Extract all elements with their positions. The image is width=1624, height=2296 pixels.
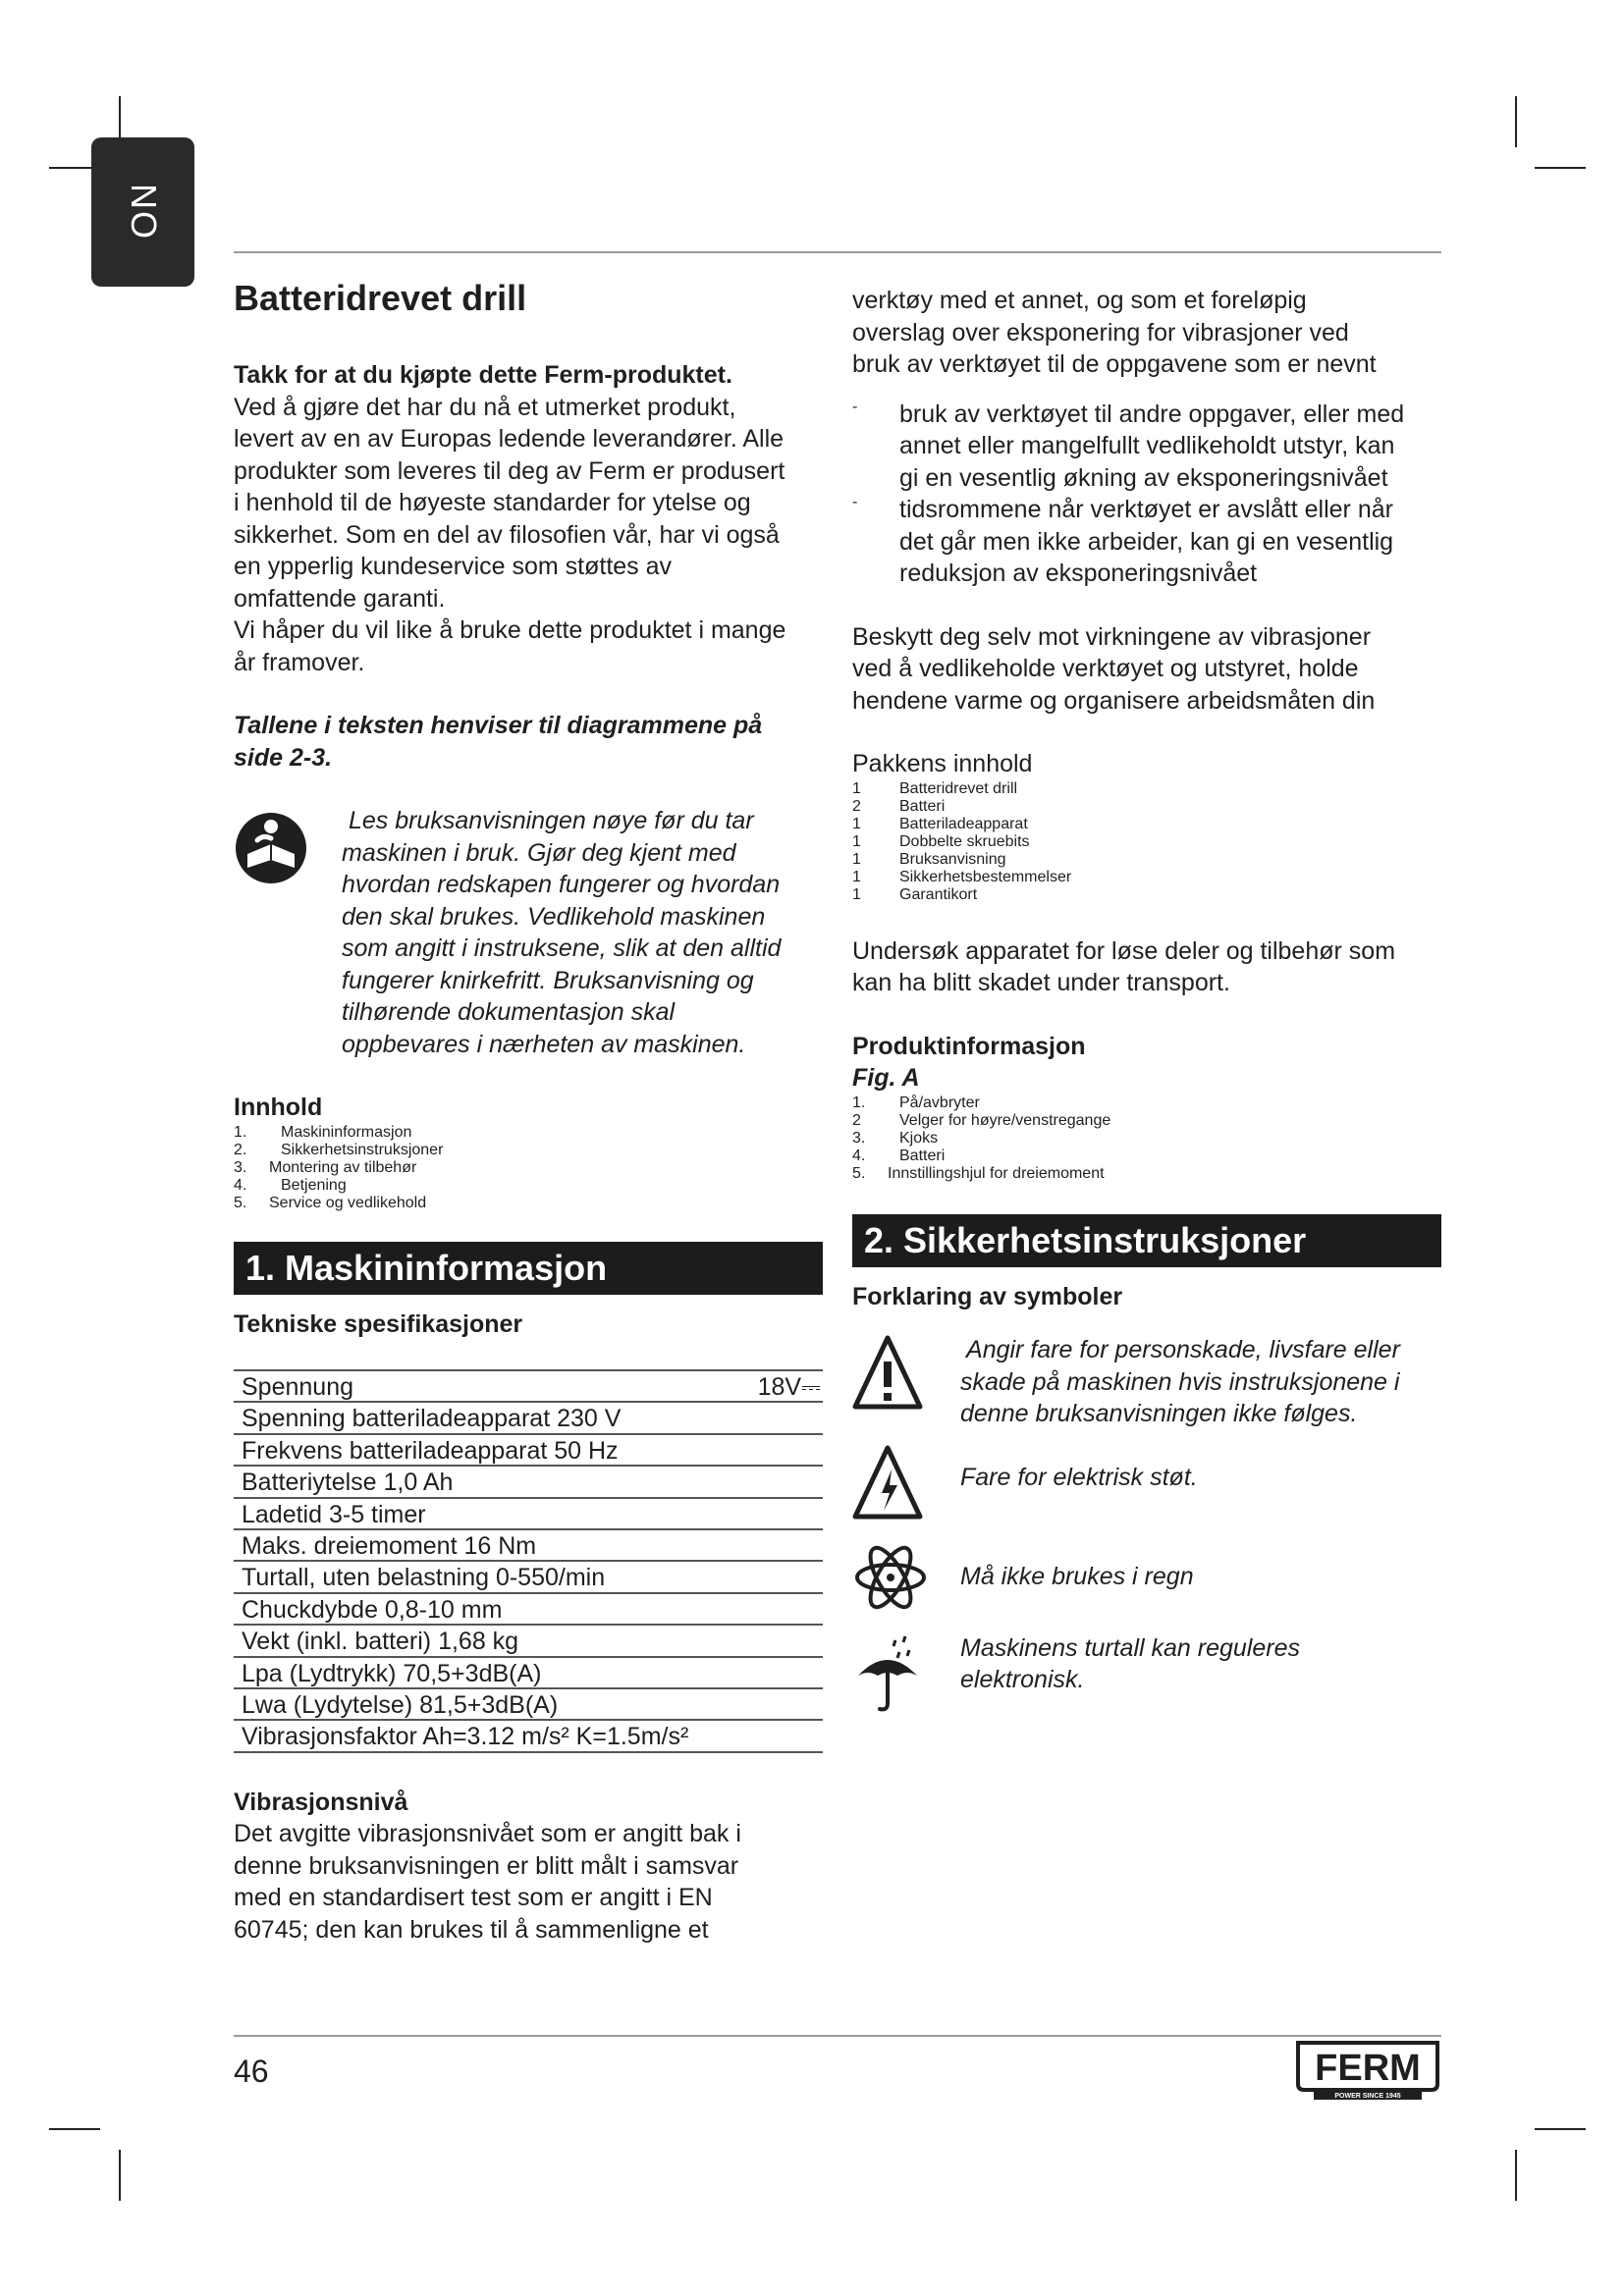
read-manual-line: oppbevares i nærheten av maskinen. bbox=[342, 1030, 746, 1058]
symbol-text: Fare for elektrisk støt. bbox=[960, 1463, 1198, 1491]
crop-mark bbox=[1515, 96, 1517, 147]
inspect-line: Undersøk apparatet for løse deler og tilbehør som bbox=[852, 936, 1396, 965]
intro-line: i henhold til de høyeste standarder for ytelse og bbox=[234, 489, 751, 516]
contents-item: 2. Sikkerhetsinstruksjoner bbox=[234, 1141, 444, 1158]
vibration-text bbox=[234, 1818, 823, 1946]
figure-note bbox=[234, 710, 823, 774]
vibration-continued bbox=[852, 285, 1441, 381]
symbol-text: Maskinens turtall kan reguleres bbox=[960, 1633, 1300, 1662]
symbol-row bbox=[852, 1444, 1441, 1525]
product-part-item: 4. Batteri bbox=[852, 1147, 946, 1164]
spec-row: Vibrasjonsfaktor Ah=3.12 m/s² K=1.5m/s² bbox=[234, 1721, 823, 1752]
read-manual-line: tilhørende dokumentasjon skal bbox=[342, 998, 676, 1026]
symbol-row bbox=[852, 1334, 1441, 1430]
dash-list-item: - tidsrommene når verktøyet er avslått eller når det går men ikke arbeider, kan gi en vesentlig reduksjon av eksponeringsnivået bbox=[852, 494, 1394, 587]
vibration-cont-line: bruk av verktøyet til de oppgavene som er nevnt bbox=[852, 350, 1377, 378]
contents-item: 4. Betjening bbox=[234, 1176, 347, 1194]
figure-note-line: Tallene i teksten henviser til diagrammene på bbox=[234, 712, 763, 739]
spec-row: Chuckdybde 0,8-10 mm bbox=[234, 1594, 823, 1626]
product-part-item: 1. På/avbryter bbox=[852, 1094, 980, 1111]
figure-label: Fig. A bbox=[852, 1064, 920, 1092]
vibration-cont-line: verktøy med et annet, og som et foreløpig bbox=[852, 287, 1307, 314]
read-manual-line: maskinen i bruk. Gjør deg kjent med bbox=[342, 838, 736, 867]
footer-rule bbox=[234, 2035, 1441, 2037]
product-part-item: 5. Innstillingshjul for dreiemoment bbox=[852, 1164, 1105, 1182]
left-column bbox=[234, 277, 823, 1946]
figure-note-line: side 2-3. bbox=[234, 743, 333, 772]
product-parts-list bbox=[852, 1095, 1441, 1183]
spec-row: Spenning batteriladeapparat 230 V bbox=[234, 1403, 823, 1434]
ferm-logo bbox=[1294, 2041, 1441, 2100]
section-2-heading: 2. Sikkerhetsinstruksjoner bbox=[852, 1214, 1441, 1267]
spec-row: Batteriytelse 1,0 Ah bbox=[234, 1467, 823, 1498]
logo-tagline: POWER SINCE 1945 bbox=[1334, 2093, 1401, 2100]
crop-mark bbox=[49, 2128, 100, 2130]
intro-line: sikkerhet. Som en del av filosofien vår, har vi også bbox=[234, 520, 780, 549]
atom-icon bbox=[852, 1539, 929, 1616]
spec-row: Lpa (Lydtrykk) 70,5+3dB(A) bbox=[234, 1658, 823, 1689]
read-manual-icon bbox=[234, 811, 308, 885]
intro-line: produkter som leveres til deg av Ferm er produsert bbox=[234, 456, 785, 485]
vibration-line: 60745; den kan brukes til å sammenligne et bbox=[234, 1915, 709, 1944]
package-item: 1 Dobbelte skruebits bbox=[852, 832, 1030, 850]
spec-row: Ladetid 3-5 timer bbox=[234, 1499, 823, 1530]
crop-mark bbox=[1515, 2150, 1517, 2201]
crop-mark bbox=[119, 2150, 121, 2201]
contents-heading: Innhold bbox=[234, 1094, 323, 1121]
package-heading: Pakkens innhold bbox=[852, 750, 1033, 777]
electric-shock-icon bbox=[852, 1444, 923, 1521]
spec-row: Vekt (inkl. batteri) 1,68 kg bbox=[234, 1626, 823, 1657]
vibration-line: denne bruksanvisningen er blitt målt i samsvar bbox=[234, 1851, 739, 1880]
symbol-row bbox=[852, 1539, 1441, 1621]
package-item: 1 Batteridrevet drill bbox=[852, 779, 1018, 797]
protect-line: Beskytt deg selv mot virkningene av vibrasjoner bbox=[852, 622, 1372, 651]
read-manual-text bbox=[342, 805, 781, 1060]
contents-item: 1. Maskininformasjon bbox=[234, 1123, 412, 1141]
package-item: 2 Batteri bbox=[852, 797, 946, 815]
contents-item: 5. Service og vedlikehold bbox=[234, 1194, 427, 1211]
spec-row: Turtall, uten belastning 0-550/min bbox=[234, 1562, 823, 1593]
protect-text bbox=[852, 621, 1441, 718]
spec-table bbox=[234, 1369, 823, 1753]
symbol-text: Angir fare for personskade, livsfare eller bbox=[960, 1336, 1400, 1363]
language-tab bbox=[91, 137, 194, 287]
symbol-text: skade på maskinen hvis instruksjonene i bbox=[960, 1367, 1400, 1396]
package-item: 1 Garantikort bbox=[852, 885, 978, 903]
intro-line: år framover. bbox=[234, 648, 365, 676]
read-manual-line: hvordan redskapen fungerer og hvordan bbox=[342, 871, 781, 898]
section-1-heading: 1. Maskininformasjon bbox=[234, 1242, 823, 1295]
intro-line: levert av en av Europas ledende leverandører. Alle bbox=[234, 425, 785, 453]
crop-mark bbox=[1535, 167, 1586, 169]
package-item: 1 Bruksanvisning bbox=[852, 850, 1006, 868]
intro-line: Ved å gjøre det har du nå et utmerket produkt, bbox=[234, 393, 736, 421]
language-code: NO bbox=[123, 184, 164, 240]
page-number: 46 bbox=[234, 2054, 269, 2089]
warning-triangle-icon bbox=[852, 1334, 923, 1411]
crop-mark bbox=[1535, 2128, 1586, 2130]
intro-line: omfattende garanti. bbox=[234, 584, 446, 613]
product-part-item: 2 Velger for høyre/venstregange bbox=[852, 1111, 1111, 1129]
spec-row: Lwa (Lydytelse) 81,5+3dB(A) bbox=[234, 1689, 823, 1721]
spec-row: Frekvens batteriladeapparat 50 Hz bbox=[234, 1435, 823, 1467]
package-item: 1 Batteriladeapparat bbox=[852, 815, 1028, 832]
product-info-heading: Produktinformasjon bbox=[852, 1032, 1086, 1060]
intro-heading: Takk for at du kjøpte dette Ferm-produktet. bbox=[234, 361, 732, 389]
symbol-row bbox=[852, 1632, 1441, 1720]
read-manual-line: som angitt i instruksene, slik at den alltid bbox=[342, 934, 782, 962]
protect-line: ved å vedlikeholde verktøyet og utstyret, holde bbox=[852, 655, 1359, 682]
header-rule bbox=[234, 251, 1441, 253]
package-item: 1 Sikkerhetsbestemmelser bbox=[852, 868, 1072, 885]
protect-line: hendene varme og organisere arbeidsmåten din bbox=[852, 686, 1376, 715]
symbol-text: denne bruksanvisningen ikke følges. bbox=[960, 1400, 1358, 1427]
logo-wordmark: FERM bbox=[1315, 2048, 1421, 2089]
contents-list bbox=[234, 1124, 823, 1212]
read-manual-line: Les bruksanvisningen nøye før du tar bbox=[342, 807, 754, 834]
spec-row: Spennung 18V⎓ bbox=[234, 1371, 823, 1403]
vibration-cont-line: overslag over eksponering for vibrasjoner ved bbox=[852, 318, 1349, 347]
dash-list-item: - bruk av verktøyet til andre oppgaver, eller med annet eller mangelfullt vedlikeholdt utstyr, kan gi en vesentlig økning av eksponeringsnivået bbox=[852, 398, 1405, 492]
vibration-line: med en standardisert test som er angitt i EN bbox=[234, 1884, 713, 1912]
read-manual-line: fungerer knirkefritt. Bruksanvisning og bbox=[342, 966, 754, 994]
spec-heading: Tekniske spesifikasjoner bbox=[234, 1309, 523, 1338]
page-title: Batteridrevet drill bbox=[234, 278, 527, 318]
symbol-text: Må ikke brukes i regn bbox=[960, 1562, 1194, 1590]
read-manual-notice bbox=[234, 805, 823, 1060]
symbols-heading: Forklaring av symboler bbox=[852, 1282, 1123, 1310]
package-list bbox=[852, 780, 1441, 904]
product-part-item: 3. Kjoks bbox=[852, 1129, 939, 1147]
inspect-line: kan ha blitt skadet under transport. bbox=[852, 969, 1230, 996]
contents-item: 3. Montering av tilbehør bbox=[234, 1158, 417, 1176]
umbrella-rain-icon bbox=[852, 1632, 923, 1715]
symbol-text: elektronisk. bbox=[960, 1666, 1085, 1693]
intro-text bbox=[234, 392, 823, 679]
right-column bbox=[852, 285, 1441, 1720]
read-manual-line: den skal brukes. Vedlikehold maskinen bbox=[342, 902, 766, 931]
inspect-text bbox=[852, 935, 1441, 999]
intro-line: Vi håper du vil like å bruke dette produktet i mange bbox=[234, 616, 786, 644]
intro-line: en ypperlig kundeservice som støttes av bbox=[234, 553, 673, 580]
spec-row: Maks. dreiemoment 16 Nm bbox=[234, 1530, 823, 1562]
vibration-heading: Vibrasjonsnivå bbox=[234, 1788, 408, 1816]
vibration-line: Det avgitte vibrasjonsnivået som er angitt bak i bbox=[234, 1820, 741, 1848]
